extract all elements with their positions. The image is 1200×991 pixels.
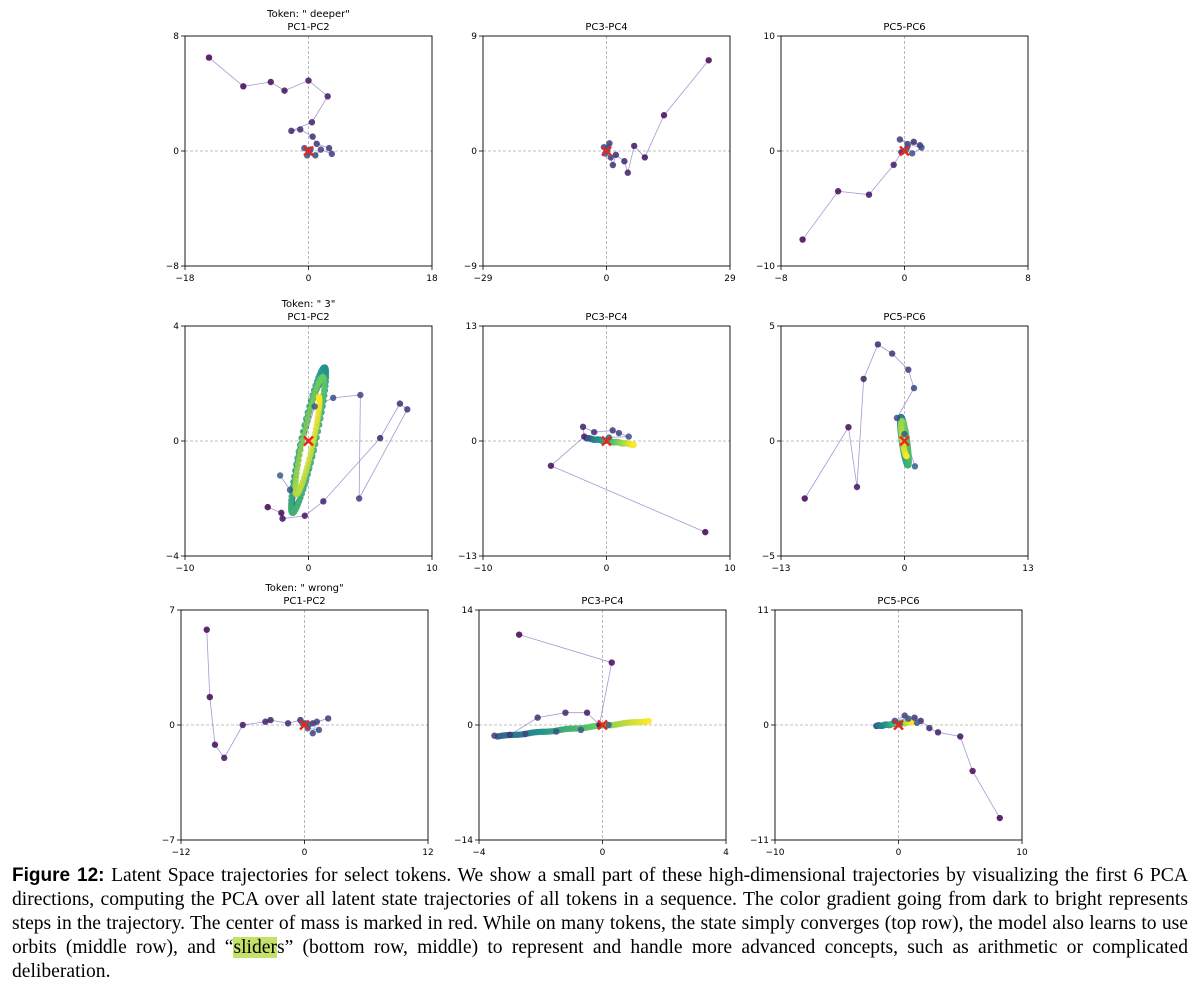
- trajectory-point: [562, 709, 568, 715]
- trajectory-point: [281, 87, 287, 93]
- x-tick-label: 12: [422, 848, 434, 858]
- trajectory-point: [914, 720, 920, 726]
- x-tick-label: −10: [473, 564, 493, 574]
- trajectory-point: [240, 722, 246, 728]
- panel-title: PC3-PC4: [585, 312, 628, 323]
- y-tick-label: 11: [757, 606, 769, 616]
- caption-highlight: slider: [233, 937, 277, 958]
- y-tick-label: −10: [756, 262, 775, 272]
- x-tick-label: 0: [599, 848, 606, 858]
- trajectory-point: [404, 406, 410, 412]
- trajectory-line: [494, 635, 611, 736]
- x-tick-label: 29: [724, 274, 736, 284]
- trajectory-point: [969, 768, 975, 774]
- trajectory-point: [911, 385, 917, 391]
- trajectory-point: [578, 727, 584, 733]
- trajectory-point: [854, 484, 860, 490]
- trajectory-point: [957, 733, 963, 739]
- x-tick-label: 0: [895, 848, 902, 858]
- token-label: Token: " deeper": [267, 9, 350, 20]
- y-tick-label: −4: [165, 552, 179, 562]
- y-tick-label: 10: [763, 32, 775, 42]
- trajectory-point: [889, 350, 895, 356]
- chart-panel-5: [458, 312, 736, 574]
- trajectory-point: [835, 188, 841, 194]
- trajectory-line: [604, 60, 709, 172]
- x-tick-label: 0: [603, 564, 610, 574]
- trajectory-point: [356, 495, 362, 501]
- trajectory-line: [803, 140, 922, 240]
- trajectory-point: [207, 694, 213, 700]
- y-tick-label: −7: [161, 836, 175, 846]
- trajectory-point: [935, 729, 941, 735]
- x-tick-label: −13: [771, 564, 791, 574]
- trajectory-point: [285, 720, 291, 726]
- trajectory-point: [265, 504, 271, 510]
- trajectory-point: [279, 515, 285, 521]
- x-tick-label: −4: [472, 848, 486, 858]
- trajectory-point: [845, 424, 851, 430]
- trajectory-point: [305, 77, 311, 83]
- trajectory-point: [278, 510, 284, 516]
- trajectory-point: [585, 435, 591, 441]
- x-tick-label: −12: [171, 848, 191, 858]
- trajectory-point: [325, 715, 331, 721]
- trajectory-point: [580, 424, 586, 430]
- y-tick-label: 0: [471, 147, 477, 157]
- trajectory-point: [329, 151, 335, 157]
- panel-title: PC1-PC2: [287, 312, 330, 323]
- trajectory-point: [268, 79, 274, 85]
- trajectory-point: [357, 392, 363, 398]
- x-tick-label: 0: [305, 274, 312, 284]
- trajectory-point: [320, 498, 326, 504]
- x-tick-label: 0: [901, 274, 908, 284]
- trajectory-point: [911, 139, 917, 145]
- trajectory-point: [318, 146, 324, 152]
- trajectory-point: [240, 83, 246, 89]
- figure-caption: [12, 864, 1188, 984]
- trajectory-point: [609, 659, 615, 665]
- trajectory-point: [625, 170, 631, 176]
- chart-panel-3: [756, 22, 1031, 284]
- trajectory-point: [330, 395, 336, 401]
- y-tick-label: 7: [169, 606, 175, 616]
- y-tick-label: 13: [465, 322, 477, 332]
- figure-label: Figure 12:: [12, 865, 105, 886]
- trajectory-point: [221, 755, 227, 761]
- trajectory-point: [706, 57, 712, 63]
- trajectory-point: [288, 128, 294, 134]
- chart-panel-7: [162, 583, 434, 858]
- trajectory-point: [926, 725, 932, 731]
- x-tick-label: 10: [426, 564, 438, 574]
- trajectory-point: [584, 709, 590, 715]
- trajectory-point: [553, 728, 559, 734]
- trajectory-point: [507, 732, 513, 738]
- panel-title: PC3-PC4: [585, 22, 628, 33]
- trajectory-point: [897, 136, 903, 142]
- trajectory-point: [204, 627, 210, 633]
- trajectory-point: [912, 463, 918, 469]
- panel-title: PC1-PC2: [287, 22, 330, 33]
- y-tick-label: −11: [750, 836, 769, 846]
- trajectory-line: [895, 716, 1000, 818]
- chart-panel-6: [762, 312, 1034, 574]
- trajectory-point: [866, 192, 872, 198]
- trajectory-point: [860, 376, 866, 382]
- trajectory-point: [311, 403, 317, 409]
- trajectory-point: [799, 236, 805, 242]
- trajectory-point: [326, 145, 332, 151]
- chart-panel-2: [464, 22, 736, 284]
- x-tick-label: 0: [305, 564, 312, 574]
- x-tick-label: 8: [1025, 274, 1031, 284]
- y-tick-label: 0: [173, 147, 179, 157]
- x-tick-label: 18: [426, 274, 438, 284]
- y-tick-label: 0: [763, 721, 769, 731]
- trajectory-point: [591, 429, 597, 435]
- trajectory-point: [310, 730, 316, 736]
- x-tick-label: 10: [1016, 848, 1028, 858]
- y-tick-label: 0: [471, 437, 477, 447]
- trajectory-point: [491, 732, 497, 738]
- trajectory-point: [212, 742, 218, 748]
- y-tick-label: 0: [769, 437, 775, 447]
- y-tick-label: −9: [463, 262, 477, 272]
- trajectory-line: [209, 58, 332, 156]
- trajectory-point: [616, 430, 622, 436]
- x-tick-label: 4: [723, 848, 729, 858]
- orbit-point: [301, 431, 307, 437]
- x-tick-label: 0: [901, 564, 908, 574]
- y-tick-label: −8: [165, 262, 179, 272]
- trajectory-point: [314, 141, 320, 147]
- trajectory-point: [909, 150, 915, 156]
- trajectory-point: [316, 727, 322, 733]
- token-label: Token: " 3": [281, 299, 336, 310]
- slider-point: [630, 441, 636, 447]
- y-tick-label: 14: [461, 606, 473, 616]
- chart-panel-1: [166, 9, 438, 284]
- y-tick-label: −13: [458, 552, 477, 562]
- chart-panel-4: [166, 299, 438, 574]
- y-tick-label: 4: [173, 322, 179, 332]
- y-tick-label: 0: [173, 437, 179, 447]
- y-tick-label: 8: [173, 32, 179, 42]
- x-tick-label: −18: [175, 274, 195, 284]
- orbit-point: [302, 426, 308, 432]
- y-tick-label: 0: [769, 147, 775, 157]
- y-tick-label: 5: [769, 322, 775, 332]
- trajectory-point: [918, 144, 924, 150]
- x-tick-label: −8: [774, 274, 788, 284]
- caption-text-before: Latent Space trajectories for select tokens. We show a small part of these high-dimensional trajectories by visualizing the first 6 PCA directions, computing the PCA over all latent state trajectories of all tokens in a sequence. The color gradient going from dark to bright represents steps in the trajectory. The center of mass is marked in red. While on many tokens, the state simply converges (top row), the model also learns to use orbits (middle row), and “: [12, 865, 1188, 958]
- panel-title: PC5-PC6: [883, 22, 926, 33]
- trajectory-point: [642, 154, 648, 160]
- token-label: Token: " wrong": [265, 583, 344, 594]
- trajectory-point: [905, 367, 911, 373]
- x-tick-label: −10: [175, 564, 195, 574]
- trajectory-point: [626, 433, 632, 439]
- trajectory-line: [207, 630, 328, 758]
- trajectory-point: [548, 463, 554, 469]
- chart-panel-8: [454, 596, 729, 858]
- x-tick-label: −10: [765, 848, 785, 858]
- trajectory-point: [302, 513, 308, 519]
- caption-text-after: s” (bottom row, middle) to represent and handle more advanced concepts, such as arithmetic or complicated deliberation.: [12, 937, 1188, 982]
- chart-panel-9: [750, 596, 1028, 858]
- trajectory-point: [875, 341, 881, 347]
- trajectory-point: [890, 162, 896, 168]
- x-tick-label: 0: [603, 274, 610, 284]
- panel-title: PC3-PC4: [581, 596, 624, 607]
- trajectory-point: [397, 400, 403, 406]
- x-tick-label: 0: [301, 848, 308, 858]
- trajectory-point: [802, 495, 808, 501]
- trajectory-point: [905, 716, 911, 722]
- trajectory-point: [206, 54, 212, 60]
- trajectory-point: [609, 427, 615, 433]
- trajectory-point: [309, 119, 315, 125]
- trajectory-point: [534, 714, 540, 720]
- panel-title: PC5-PC6: [883, 312, 926, 323]
- orbit-point: [305, 416, 311, 422]
- x-tick-label: 13: [1022, 564, 1034, 574]
- trajectory-point: [661, 112, 667, 118]
- trajectory-point: [516, 631, 522, 637]
- trajectory-point: [997, 815, 1003, 821]
- slider-point: [646, 718, 652, 724]
- y-tick-label: 0: [169, 721, 175, 731]
- trajectory-point: [522, 731, 528, 737]
- trajectory-point: [277, 472, 283, 478]
- y-tick-label: 0: [467, 721, 473, 731]
- orbit-point: [303, 421, 309, 427]
- trajectory-point: [610, 162, 616, 168]
- x-tick-label: −29: [473, 274, 493, 284]
- orbit-point: [904, 453, 910, 459]
- orbit-point: [316, 394, 322, 400]
- panel-title: PC1-PC2: [283, 596, 326, 607]
- trajectory-point: [267, 717, 273, 723]
- trajectory-point: [702, 529, 708, 535]
- trajectory-point: [901, 431, 907, 437]
- y-tick-label: −14: [454, 836, 473, 846]
- trajectory-point: [309, 133, 315, 139]
- trajectory-point: [325, 93, 331, 99]
- trajectory-point: [314, 719, 320, 725]
- trajectory-point: [894, 415, 900, 421]
- panel-title: PC5-PC6: [877, 596, 920, 607]
- trajectory-point: [621, 158, 627, 164]
- trajectory-point: [631, 143, 637, 149]
- trajectory-point: [377, 435, 383, 441]
- y-tick-label: 9: [471, 32, 477, 42]
- y-tick-label: −5: [761, 552, 775, 562]
- x-tick-label: 10: [724, 564, 736, 574]
- trajectory-point: [287, 487, 293, 493]
- trajectory-point: [297, 126, 303, 132]
